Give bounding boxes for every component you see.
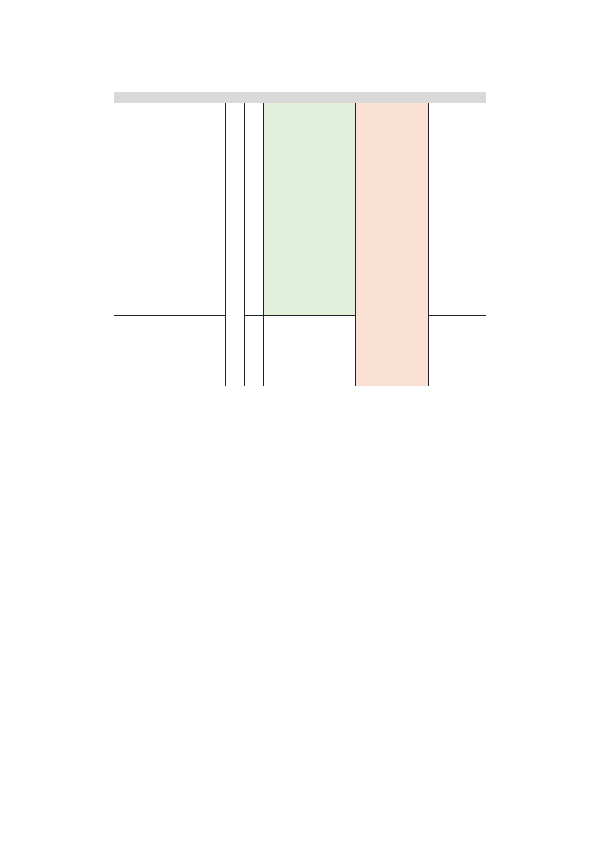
dissociation-table — [114, 92, 486, 386]
convulsiones-disociativas — [428, 174, 486, 204]
header-trastornos — [387, 92, 486, 103]
al-cuerpo-label — [229, 301, 239, 341]
discontinuidad-label — [228, 137, 238, 207]
header-sindromes — [225, 92, 387, 103]
trastornos-somaticos — [355, 285, 428, 353]
header-sintomas — [114, 92, 225, 103]
disociacion-syndrome — [263, 162, 355, 198]
effects-list — [0, 602, 600, 672]
conversion-syndrome — [263, 270, 355, 300]
proceso-disociativo-label — [253, 167, 263, 247]
trastornos-disociativos — [355, 162, 428, 198]
bullet-disociacion — [92, 535, 552, 550]
somatizacion-syndrome — [263, 332, 355, 372]
trastorno-sintomas-somaticos — [428, 318, 486, 358]
